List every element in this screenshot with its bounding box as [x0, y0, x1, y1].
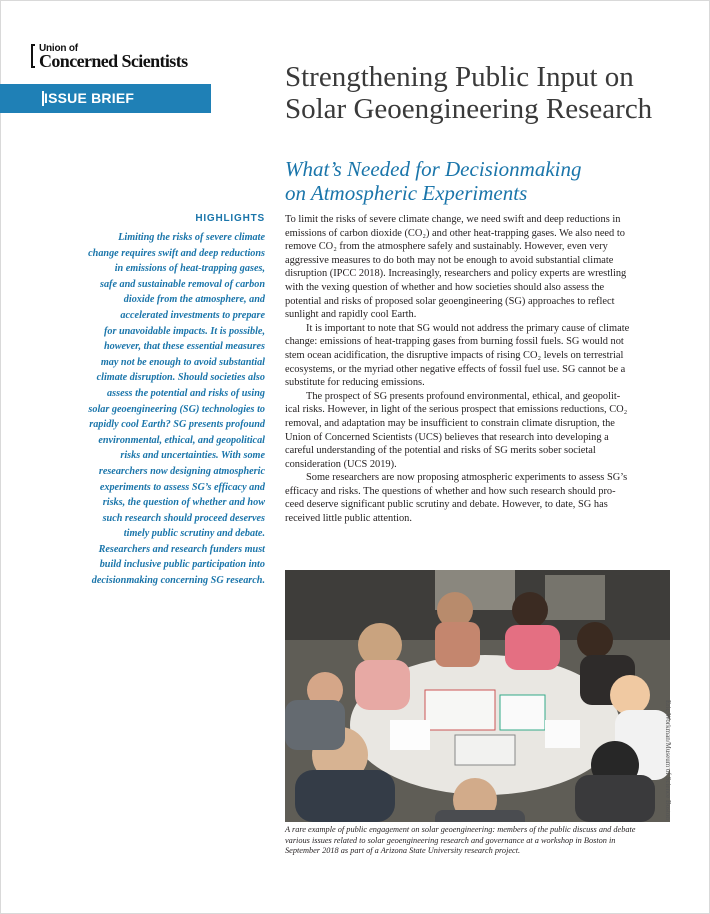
highlights-line: experiments to assess SG’s efficacy and [99, 481, 265, 493]
issue-brief-label: ISSUE BRIEF [44, 90, 135, 106]
highlights-line: dioxide from the atmosphere, and [123, 294, 265, 306]
body-line: careful understanding of the potential and risks of SG merits sober societal [285, 445, 596, 457]
title-line: Solar Geoengineering Research [285, 93, 653, 125]
caption-line: A rare example of public engagement on solar geoengineering: members of the public discuss and debate [285, 825, 636, 834]
highlights-line: however, that these essential measures [103, 341, 265, 353]
highlights-line: in emissions of heat-trapping gases, [114, 263, 265, 275]
body-line: with the vexing question of whether and how societies should also assess the [285, 281, 605, 293]
body-line: ceed deserve significant public scrutiny and debate. However, to date, SG has [285, 499, 608, 511]
highlights-line: risks and uncertainties. With some [120, 450, 265, 462]
subtitle-line: on Atmospheric Experiments [285, 181, 528, 205]
body-line: remove CO₂ from the atmosphere safely and sustainably. However, even very [285, 241, 608, 253]
highlights-line: environmental, ethical, and geopolitical [98, 434, 265, 446]
highlights-line: build inclusive public participation into [99, 559, 265, 571]
subtitle-line: What’s Needed for Decisionmaking [285, 157, 582, 181]
body-line: ical risks. However, in light of the serious prospect that emissions reductions, CO₂ [285, 404, 628, 416]
logo-line2: Concerned Scientists [39, 51, 188, 71]
highlights-line: Limiting the risks of severe climate [118, 232, 265, 243]
body-line: efficacy and risks. The questions of whether and how such research should pro- [285, 485, 616, 497]
body-text [285, 213, 670, 526]
highlights-line: researchers now designing atmospheric [98, 465, 265, 477]
body-line: Union of Concerned Scientists (UCS) believes that research into developing a [285, 431, 609, 443]
highlights-line: climate disruption. Should societies also [96, 372, 265, 384]
logo-bracket [31, 44, 35, 68]
highlights-line: accelerated investments to prepare [120, 309, 265, 321]
body-line: Some researchers are now proposing atmospheric experiments to assess SG’s [306, 472, 628, 484]
highlights-heading: HIGHLIGHTS [195, 213, 265, 224]
body-line: received little public attention. [285, 513, 412, 525]
highlights-line: change requires swift and deep reductions [88, 247, 265, 259]
body-line: potential and risks of proposed solar geoengineering (SG) approaches to reflect [285, 295, 615, 307]
body-line: change: emissions of heat-trapping gases from burning fossil fuels. SG would not [285, 336, 624, 348]
highlights-line: assess the potential and risks of using [107, 387, 265, 399]
highlights-line: risks, the question of whether and how [102, 497, 265, 509]
body-line: To limit the risks of severe climate change, we need swift and deep reductions in [285, 214, 621, 225]
paragraph-2 [285, 322, 670, 390]
body-line: consideration (UCS 2019). [285, 458, 397, 470]
page-title [285, 61, 695, 125]
highlights-line: safe and sustainable removal of carbon [100, 278, 265, 290]
highlights-text [60, 230, 265, 589]
paragraph-1 [285, 213, 670, 322]
body-line: stem ocean acidification, the disruptive impacts of rising CO₂ levels on terrestrial [285, 349, 624, 361]
highlights-line: rapidly cool Earth? SG presents profound [89, 419, 265, 431]
photo-credit: Eric Workman/Museum of Science Boston [664, 700, 672, 820]
paragraph-4 [285, 471, 670, 525]
logo-line1: Union of [39, 43, 78, 54]
body-line: disruption (IPCC 2018). Increasingly, researchers and policy experts are wrestling [285, 268, 627, 280]
body-line: The prospect of SG presents profound environmental, ethical, and geopolit- [306, 390, 621, 402]
workshop-photo [285, 570, 670, 822]
page-subtitle [285, 157, 685, 205]
highlights-line: may not be enough to avoid substantial [100, 356, 265, 368]
highlights-line: timely public scrutiny and debate. [123, 528, 265, 540]
caption-line: September 2018 as part of a Arizona State University research project. [285, 846, 521, 856]
caption-line: various issues related to solar geoengineering research and governance at a workshop in Boston in [285, 835, 616, 845]
highlights-line: for unavoidable impacts. It is possible, [103, 325, 265, 337]
body-line: aggressive measures to do both may not be enough to avoid substantial climate [285, 254, 614, 266]
body-line: sunlight and rapidly cool Earth. [285, 309, 417, 321]
body-line: ecosystems, or the myriad other negative effects of fossil fuel use. SG cannot be a [285, 363, 626, 375]
paragraph-3 [285, 390, 670, 472]
highlights-line: such research should proceed deserves [102, 512, 265, 524]
highlights-line: solar geoengineering (SG) technologies to [88, 403, 265, 415]
title-line: Strengthening Public Input on [285, 61, 634, 93]
body-line: substitute for reducing emissions. [285, 377, 425, 389]
workshop-photo-illustration [285, 570, 670, 822]
body-line: emissions of carbon dioxide (CO₂) and other heat-trapping gases. We also need to [285, 227, 625, 239]
photo-caption [285, 825, 670, 857]
issue-brief-band [0, 84, 211, 113]
body-line: It is important to note that SG would not address the primary cause of climate [306, 322, 630, 334]
highlights-line: Researchers and research funders must [98, 543, 265, 555]
highlights-line: decisionmaking concerning SG research. [91, 575, 265, 587]
body-line: removal, and adaptation may be insufficient to constrain climate disruption, the [285, 417, 615, 429]
